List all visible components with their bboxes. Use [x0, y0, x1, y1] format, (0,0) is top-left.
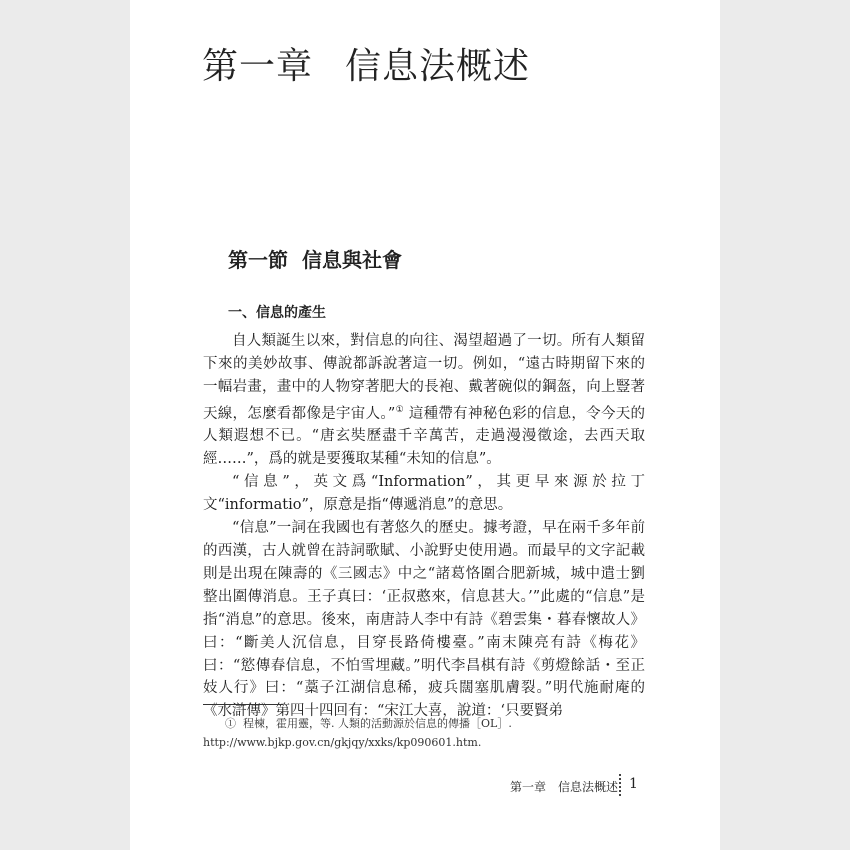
section-name: 信息與社會: [302, 248, 402, 272]
chapter-number: 第一章: [202, 46, 314, 87]
footnote-divider: [203, 704, 283, 705]
paragraph: 自人類誕生以來，對信息的向往、渴望超過了一切。所有人類留下來的美妙故事、傳說都訴說著這一切。例如，“遠古時期留下來的一幅岩畫，畫中的人物穿著肥大的長袍、戴著碗似的鋼盔，向上豎著天線，怎麼看都像是宇宙人。”① 這種帶有神秘色彩的信息，令今天的人類遐想不已。“唐玄奘歷盡千辛萬苦，走過漫漫徵途，去西天取經……”，爲的就是要獲取某種“未知的信息”。: [203, 333, 646, 468]
section-title: [228, 244, 402, 273]
paragraph: “信息”，英文爲“Information”，其更早來源於拉丁文“informatio”，原意是指“傳遞消息”的意思。: [203, 474, 645, 514]
subsection-title: 一、信息的產生: [228, 305, 326, 321]
footnote-reference: ①: [395, 404, 404, 415]
section-number: 第一節: [228, 248, 288, 272]
running-footer-title: 第一章 信息法概述: [510, 780, 619, 794]
footnote-text: 程楝，霍用靈，等. 人類的活動源於信息的傳播［OL］. http://www.bjkp.gov.cn/gkjqy/xxks/kp090601.htm.: [203, 717, 512, 749]
body-text: [203, 330, 645, 723]
footer-separator: [619, 774, 621, 796]
footnote: [203, 714, 645, 752]
page-number: 1: [629, 776, 638, 792]
footnote-marker: ①: [225, 717, 236, 730]
paragraph: “信息”一詞在我國也有著悠久的歷史。據考證，早在兩千多年前的西漢，古人就曾在詩詞歌賦、小說野史使用過。而最早的文字記載則是出現在陳壽的《三國志》中之“諸葛恪圍合肥新城，城中遣士劉整出圍傳消息。王子真曰：‘正叔憨來，信息甚大。’”此處的“信息”是指“消息”的意思。後來，南唐詩人李中有詩《碧雲集・暮春懷故人》曰：“斷美人沉信息，目穿長路倚樓臺。”南末陳亮有詩《梅花》曰：“慾傳春信息，不怕雪埋藏。”明代李昌棋有詩《剪燈餘話・至正妓人行》曰：“藁子江湖信息稀，疲兵闊塞肌膚裂。”明代施耐庵的《水滸傳》第四十四回有：“宋江大喜，說道：‘只要賢弟: [203, 520, 645, 720]
book-page: [130, 0, 720, 850]
chapter-title: [202, 38, 530, 89]
chapter-name: 信息法概述: [345, 46, 531, 87]
